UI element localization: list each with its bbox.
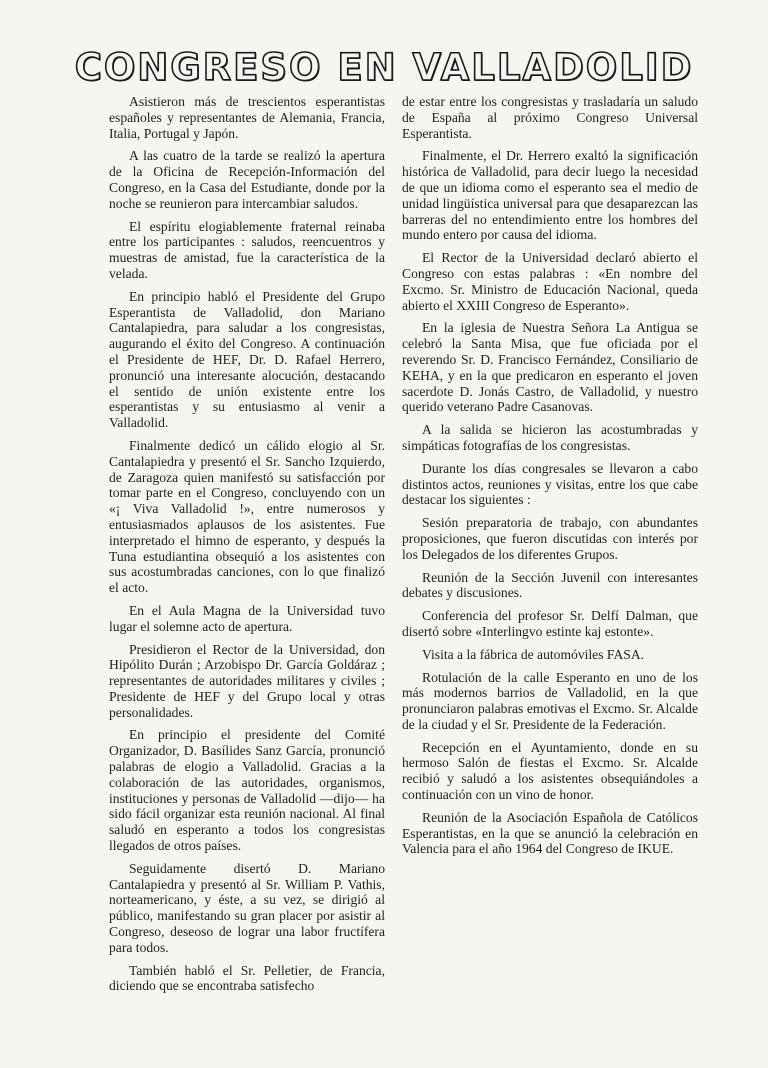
- paragraph: Presidieron el Rector de la Universidad, don Hipólito Durán ; Arzobispo Dr. García Goldáraz ; representantes de autoridades militares y civiles ; Presidente de HEF y del Grupo local y otras personalidades.: [109, 641, 385, 720]
- paragraph: En principio habló el Presidente del Grupo Esperantista de Valladolid, don Mariano Cantalapiedra, para saludar a los congresistas, augurando el éxito del Congreso. A continuación el Presidente de HEF, Dr. D. Rafael Herrero, pronunció una interesante alocución, destacando el sentido de unión existente entre los esperantistas y su entusiasmo al venir a Valladolid.: [109, 288, 385, 431]
- paragraph: A la salida se hicieron las acostumbradas y simpáticas fotografías de los congresistas.: [402, 422, 698, 453]
- paragraph: Asistieron más de trescientos esperantistas españoles y representantes de Alemania, Francia, Italia, Portugal y Japón.: [109, 94, 385, 141]
- paragraph: Finalmente, el Dr. Herrero exaltó la significación histórica de Valladolid, para decir luego la necesidad de que un idioma como el esperanto sea el medio de unidad lingüística universal para que desaparezcan las barreras del no entendimiento entre los hombres del mundo entero por causa del idioma.: [402, 148, 698, 243]
- article-title: CONGRESO EN VALLADOLID: [74, 46, 694, 89]
- paragraph: Reunión de la Asociación Española de Católicos Esperantistas, en la que se anunció la celebración en Valencia para el año 1964 del Congreso de IKUE.: [402, 809, 698, 857]
- paragraph: Finalmente dedicó un cálido elogio al Sr. Cantalapiedra y presentó el Sr. Sancho Izquierdo, de Zaragoza quien manifestó su satisfacción por tomar parte en el Congreso, concluyendo con un «¡ Viva Valladolid !», entre numerosos y entusiasmados aplausos de los asistentes. Fue interpretado el himno de esperanto, y después la Tuna estudiantina obsequió a los asistentes con sus acostumbradas canciones, con lo que finalizó el acto.: [109, 437, 385, 596]
- paragraph: Recepción en el Ayuntamiento, donde en su hermoso Salón de fiestas el Excmo. Sr. Alcalde recibió y saludó a los asistentes obsequiándoles a continuación con un vino de honor.: [402, 739, 698, 803]
- paragraph: Conferencia del profesor Sr. Delfí Dalman, que disertó sobre «Interlingvo estinte kaj estonte».: [402, 608, 698, 639]
- paragraph: Rotulación de la calle Esperanto en uno de los más modernos barrios de Valladolid, en la que pronunciaron palabras emotivas el Excmo. Sr. Alcalde de la ciudad y el Sr. Presidente de la Federación.: [402, 669, 698, 732]
- paragraph: Durante los días congresales se llevaron a cabo distintos actos, reuniones y visitas, entre los que cabe destacar los siguientes :: [402, 460, 698, 508]
- paragraph: Reunión de la Sección Juvenil con interesantes debates y discusiones.: [402, 569, 698, 601]
- paragraph: Visita a la fábrica de automóviles FASA.: [422, 646, 645, 662]
- paragraph: A las cuatro de la tarde se realizó la apertura de la Oficina de Recepción-Información del Congreso, en la Casa del Estudiante, donde por la noche se reunieron para intercambiar saludos.: [109, 148, 385, 211]
- paragraph: En principio el presidente del Comité Organizador, D. Basílides Sanz García, pronunció palabras de elogio a Valladolid. Gracias a la colaboración de las autoridades, organismos, instituciones y personas de Valladolid —dijo— ha sido fácil organizar esta reunión nacional. Al final saludó en esperanto a todos los congresistas llegados de otros países.: [109, 727, 385, 854]
- left-column: [109, 94, 385, 1001]
- paragraph: También habló el Sr. Pelletier, de Francia, diciendo que se encontraba satisfecho: [109, 962, 385, 994]
- paragraph: En el Aula Magna de la Universidad tuvo lugar el solemne acto de apertura.: [109, 602, 385, 634]
- paragraph-continuation: de estar entre los congresistas y trasladaría un saludo de España al próximo Congreso Universal Esperantista.: [402, 94, 698, 141]
- paragraph: Seguidamente disertó D. Mariano Cantalapiedra y presentó al Sr. William P. Vathis, norteamericano, y éste, a su vez, se dirigió al público, manifestando su gran placer por asistir al Congreso, deseoso de lograr una labor fructífera para todos.: [109, 860, 385, 955]
- paragraph: En la iglesia de Nuestra Señora La Antigua se celebró la Santa Misa, que fue oficiada por el reverendo Sr. D. Francisco Fernández, Consiliario de KEHA, y en la que predicaron en esperanto el joven sacerdote D. Jonás Castro, de Valladolid, y nuestro querido veterano Padre Casanovas.: [402, 320, 698, 415]
- paragraph: El Rector de la Universidad declaró abierto el Congreso con estas palabras : «En nombre del Excmo. Sr. Ministro de Educación Nacional, queda abierto el XXIII Congreso de Esperanto».: [402, 250, 698, 313]
- paragraph: El espíritu elogiablemente fraternal reinaba entre los participantes : saludos, reencuentros y muestras de amistad, fue la característica de la velada.: [109, 218, 385, 281]
- paragraph: Sesión preparatoria de trabajo, con abundantes proposiciones, que fueron discutidas con interés por los Delegados de los diferentes Grupos.: [402, 515, 698, 562]
- right-column: [402, 94, 698, 864]
